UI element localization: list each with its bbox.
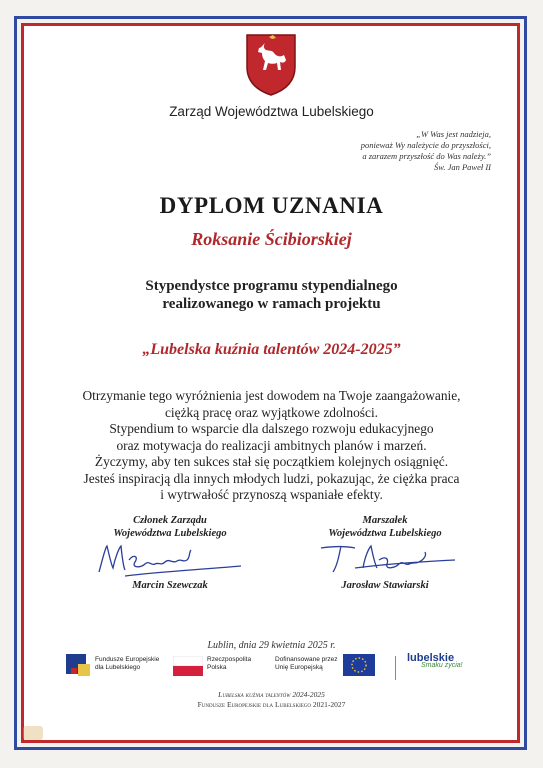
tape-mark xyxy=(23,726,43,740)
fe-line: Fundusze Europejskie xyxy=(95,656,160,663)
diploma-title: DYPLOM UZNANIA xyxy=(159,193,384,218)
quote-line: ponieważ Wy należycie do przyszłości, xyxy=(360,140,491,150)
footer-funds-line: Fundusze Europejskie dla Lubelskiego 2021-2027 xyxy=(197,700,346,709)
polish-flag-icon xyxy=(173,656,203,676)
signature-role-line: Województwa Lubelskiego xyxy=(113,528,227,539)
quote-line: „W Was jest nadzieja, xyxy=(416,129,491,139)
coat-of-arms-icon xyxy=(245,33,297,97)
footer-project-line: Lubelska kuźnia talentów 2024-2025 xyxy=(218,690,325,699)
rp-line: Polska xyxy=(207,664,227,671)
body-line: i wytrwałość przynoszą wspaniałe efekty. xyxy=(160,487,383,502)
lubelskie-logo xyxy=(407,654,463,670)
lubelskie-wordmark: lubelskie xyxy=(407,652,455,664)
quote-line: a zarazem przyszłość do Was należy.” xyxy=(362,151,491,161)
recipient-name: Roksanie Ścibiorskiej xyxy=(191,229,352,249)
body-line: Życzymy, aby ten sukces stał się początkiem kolejnych osiągnięć. xyxy=(94,454,449,469)
eu-flag-icon xyxy=(343,654,375,676)
lubelskie-tagline: Smaku życia! xyxy=(421,662,463,669)
right-signatory-name: Jarosław Stawiarski xyxy=(341,580,429,591)
diploma-subtitle xyxy=(0,277,543,313)
logo-divider xyxy=(395,656,396,680)
quote-block xyxy=(251,129,491,173)
eu-line: Dofinansowane przez xyxy=(275,656,338,663)
right-signature-role xyxy=(285,514,485,540)
project-name: „Lubelska kuźnia talentów 2024-2025” xyxy=(142,341,401,358)
rp-line: Rzeczpospolita xyxy=(207,656,252,663)
organization-name: Zarząd Województwa Lubelskiego xyxy=(169,104,374,119)
subtitle-line: Stypendystce programu stypendialnego xyxy=(145,278,398,294)
body-line: ciężką pracę oraz wyjątkowe zdolności. xyxy=(164,404,379,420)
fe-star-icon xyxy=(65,652,91,678)
signature-role-line: Województwa Lubelskiego xyxy=(328,528,442,539)
quote-author: Św. Jan Paweł II xyxy=(434,162,491,172)
fe-line: dla Lubelskiego xyxy=(95,664,141,671)
left-signature-role xyxy=(70,514,270,540)
body-line: Jesteś inspiracją dla innych młodych ludzi, pokazując, że ciężka praca xyxy=(83,470,460,486)
issue-date: Lublin, dnia 29 kwietnia 2025 r. xyxy=(207,640,336,651)
signature-role-line: Marszałek xyxy=(362,515,408,526)
signature-role-line: Członek Zarządu xyxy=(133,515,207,526)
body-line: Otrzymanie tego wyróżnienia jest dowodem na Twoje zaangażowanie, xyxy=(82,388,461,403)
left-handwritten-signature xyxy=(95,540,245,580)
right-handwritten-signature xyxy=(315,538,465,578)
funding-logos xyxy=(55,652,495,686)
body-line: Stypendium to wsparcie dla dalszego rozwoju edukacyjnego xyxy=(109,421,434,436)
body-line: oraz motywacja do realizacji ambitnych planów i marzeń. xyxy=(116,437,427,453)
eu-line: Unię Europejską xyxy=(275,664,323,671)
subtitle-line: realizowanego w ramach projektu xyxy=(162,296,381,312)
diploma-body xyxy=(0,388,543,504)
left-signatory-name: Marcin Szewczak xyxy=(132,580,208,591)
